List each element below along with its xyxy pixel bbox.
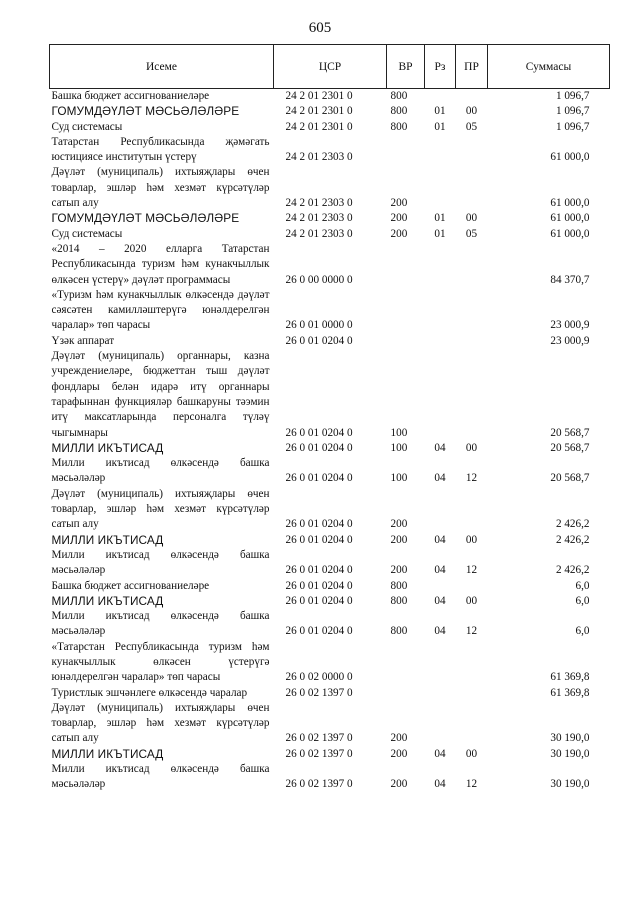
cell-sum: 30 190,0 — [550, 747, 590, 760]
cell-rz: 01 — [434, 227, 446, 240]
cell-name: Суд системасы — [51, 120, 123, 133]
cell-name: МИЛЛИ ИКЪТИСАД — [51, 440, 164, 455]
header-vr: ВР — [387, 45, 425, 89]
table-row — [50, 640, 610, 686]
cell-vr: 200 — [390, 212, 408, 225]
cell-rz: 01 — [434, 212, 446, 225]
table-row — [50, 441, 610, 456]
cell-rz: 04 — [434, 441, 446, 454]
cell-name: Дәүләт (муниципаль) ихтыяҗлары өчен товарлар, эшләр һәм хезмәт күрсәтүләр сатып алу — [51, 487, 270, 531]
cell-vr: 800 — [390, 594, 408, 607]
table-body — [50, 89, 610, 793]
cell-rz: 04 — [434, 747, 446, 760]
cell-csr: 26 0 01 0204 0 — [285, 426, 353, 439]
table-row — [50, 747, 610, 762]
cell-name: Суд системасы — [51, 227, 123, 240]
cell-pr — [456, 640, 488, 686]
cell-name: Дәүләт (муниципаль) ихтыяҗлары өчен товарлар, эшләр һәм хезмәт күрсәтүләр сатып алу — [51, 701, 270, 745]
cell-sum: 1 096,7 — [555, 90, 590, 102]
cell-name: МИЛЛИ ИКЪТИСАД — [51, 746, 164, 761]
cell-csr: 26 0 01 0204 0 — [285, 594, 353, 607]
cell-name: ГОМУМДӘҮЛӘТ МӘСЬӘЛӘЛӘРЕ — [51, 211, 240, 226]
cell-name: Дәүләт (муниципаль) ихтыяҗлары өчен товарлар, эшләр һәм хезмәт күрсәтүләр сатып алу — [51, 166, 270, 210]
header-name: Исеме — [50, 45, 274, 89]
cell-vr: 800 — [390, 120, 408, 133]
cell-sum: 84 370,7 — [550, 273, 590, 286]
cell-pr — [456, 334, 488, 349]
cell-vr: 800 — [390, 90, 408, 102]
cell-pr: 12 — [465, 564, 478, 577]
cell-csr: 26 0 01 0204 0 — [285, 472, 353, 485]
cell-sum: 23 000,9 — [550, 334, 590, 347]
cell-csr: 24 2 01 2301 0 — [285, 105, 353, 118]
cell-vr: 800 — [390, 105, 408, 118]
cell-name: Туристлык эшчәнлеге өлкәсендә чаралар — [51, 686, 248, 699]
cell-vr: 100 — [390, 441, 408, 454]
cell-rz: 04 — [434, 778, 446, 791]
cell-pr: 00 — [465, 441, 478, 454]
table-row — [50, 242, 610, 288]
cell-rz: 04 — [434, 533, 446, 546]
cell-vr — [387, 288, 425, 334]
table-row — [50, 579, 610, 594]
header-sum: Суммасы — [488, 45, 610, 89]
cell-name: Милли икътисад өлкәсендә башка мәсьәләләр — [51, 763, 270, 791]
cell-name: Башка бюджет ассигнованиеләре — [51, 579, 210, 592]
table-row — [50, 701, 610, 747]
cell-sum: 2 426,2 — [555, 533, 590, 546]
cell-rz — [425, 686, 456, 701]
cell-rz — [425, 701, 456, 747]
cell-name: «Туризм һәм кунакчыллык өлкәсендә дәүләт сәясәтен камилләштерүгә юнәлдерелгән чаралар» төп чарасы — [51, 288, 270, 332]
cell-rz: 04 — [434, 594, 446, 607]
cell-csr: 26 0 01 0000 0 — [285, 319, 353, 332]
cell-sum: 1 096,7 — [555, 120, 590, 133]
cell-name: «2014 – 2020 елларга Татарстан Республикасында туризм һәм кунакчыллык өлкәсен үстерү» дәүләт программасы — [51, 242, 270, 286]
cell-sum: 20 568,7 — [550, 441, 590, 454]
cell-pr — [456, 349, 488, 441]
cell-pr: 05 — [465, 120, 478, 133]
cell-vr: 200 — [390, 732, 408, 745]
cell-rz — [425, 288, 456, 334]
cell-vr — [387, 334, 425, 349]
cell-csr: 26 0 01 0204 0 — [285, 518, 353, 531]
cell-pr: 00 — [465, 105, 478, 118]
cell-sum: 20 568,7 — [550, 472, 590, 485]
table-row — [50, 334, 610, 349]
cell-sum: 61 369,8 — [550, 671, 590, 684]
cell-vr: 200 — [390, 197, 408, 210]
cell-pr — [456, 165, 488, 211]
cell-name: МИЛЛИ ИКЪТИСАД — [51, 593, 164, 608]
cell-csr: 24 2 01 2301 0 — [285, 120, 353, 133]
table-row — [50, 104, 610, 119]
table-row — [50, 456, 610, 487]
cell-sum: 6,0 — [575, 579, 590, 592]
page-number: 605 — [308, 20, 332, 36]
cell-csr: 26 0 01 0204 0 — [285, 625, 353, 638]
cell-csr: 26 0 01 0204 0 — [285, 564, 353, 577]
cell-name: «Татарстан Республикасында туризм һәм кунакчыллык өлкәсен үстерүгә юнәлдерелгән чаралар» төп чарасы — [51, 640, 270, 684]
cell-sum: 30 190,0 — [550, 732, 590, 745]
table-header — [50, 45, 610, 89]
header-rz: Рз — [425, 45, 456, 89]
cell-name: ГОМУМДӘҮЛӘТ МӘСЬӘЛӘЛӘРЕ — [51, 104, 240, 119]
cell-sum: 61 000,0 — [550, 151, 590, 164]
cell-vr: 200 — [390, 533, 408, 546]
cell-vr: 800 — [390, 579, 408, 592]
cell-csr: 26 0 01 0204 0 — [285, 441, 353, 454]
budget-table — [49, 44, 610, 793]
cell-pr — [456, 686, 488, 701]
cell-name: Татарстан Республикасында җәмәгать юстициясе институтын үстерү — [51, 135, 270, 164]
cell-rz: 01 — [434, 105, 446, 118]
cell-csr: 26 0 02 0000 0 — [285, 671, 353, 684]
cell-rz — [425, 579, 456, 594]
cell-sum: 61 000,0 — [550, 227, 590, 240]
cell-pr: 12 — [465, 472, 478, 485]
table-row — [50, 609, 610, 640]
table-row — [50, 487, 610, 533]
cell-sum: 61 369,8 — [550, 686, 590, 699]
cell-csr: 26 0 00 0000 0 — [285, 273, 353, 286]
cell-sum: 6,0 — [575, 625, 590, 638]
cell-rz — [425, 242, 456, 288]
cell-vr — [387, 640, 425, 686]
table-row — [50, 349, 610, 441]
cell-pr — [456, 89, 488, 105]
table-row — [50, 533, 610, 548]
cell-csr: 26 0 02 1397 0 — [285, 686, 353, 699]
cell-csr: 26 0 01 0204 0 — [285, 579, 353, 592]
cell-pr: 12 — [465, 778, 478, 791]
cell-sum: 20 568,7 — [550, 426, 590, 439]
cell-vr: 200 — [390, 778, 408, 791]
cell-pr — [456, 701, 488, 747]
cell-name: Үзәк аппарат — [51, 334, 115, 347]
cell-pr — [456, 288, 488, 334]
cell-rz — [425, 487, 456, 533]
table-row — [50, 762, 610, 793]
cell-vr: 100 — [390, 426, 408, 439]
cell-name: МИЛЛИ ИКЪТИСАД — [51, 532, 164, 547]
cell-rz — [425, 135, 456, 166]
cell-csr: 26 0 02 1397 0 — [285, 778, 353, 791]
cell-sum: 61 000,0 — [550, 197, 590, 210]
cell-vr: 100 — [390, 472, 408, 485]
table-row — [50, 165, 610, 211]
cell-pr — [456, 487, 488, 533]
cell-sum: 6,0 — [575, 594, 590, 607]
table-row — [50, 89, 610, 105]
cell-sum: 30 190,0 — [550, 778, 590, 791]
cell-pr: 00 — [465, 594, 478, 607]
cell-vr — [387, 242, 425, 288]
cell-rz — [425, 640, 456, 686]
cell-rz: 04 — [434, 472, 446, 485]
table-row — [50, 594, 610, 609]
cell-csr: 24 2 01 2303 0 — [285, 212, 353, 225]
header-pr: ПР — [456, 45, 488, 89]
cell-pr — [456, 242, 488, 288]
table-row — [50, 211, 610, 226]
cell-pr: 00 — [465, 212, 478, 225]
cell-pr: 00 — [465, 747, 478, 760]
cell-rz: 04 — [434, 564, 446, 577]
cell-vr: 200 — [390, 747, 408, 760]
cell-csr: 26 0 01 0204 0 — [285, 533, 353, 546]
cell-csr: 26 0 01 0204 0 — [285, 334, 353, 347]
cell-vr: 200 — [390, 518, 408, 531]
cell-sum: 2 426,2 — [555, 518, 590, 531]
table-row — [50, 120, 610, 135]
cell-rz — [425, 89, 456, 105]
cell-vr — [387, 686, 425, 701]
cell-csr: 26 0 02 1397 0 — [285, 732, 353, 745]
cell-sum: 2 426,2 — [555, 564, 590, 577]
cell-name: Милли икътисад өлкәсендә башка мәсьәләләр — [51, 610, 270, 638]
cell-name: Милли икътисад өлкәсендә башка мәсьәләләр — [51, 457, 270, 485]
cell-name: Дәүләт (муниципаль) органнары, казна учреждениеләре, бюджеттан тыш дәүләт фондлары белән идарә итү органнары тарафыннан функцияләр башкаруны тәэмин итү максатларында персоналга түләү чыгымнары — [51, 350, 270, 439]
table-row — [50, 548, 610, 579]
cell-pr: 05 — [465, 227, 478, 240]
cell-rz: 01 — [434, 120, 446, 133]
cell-rz — [425, 334, 456, 349]
cell-sum: 1 096,7 — [555, 105, 590, 118]
cell-rz — [425, 165, 456, 211]
cell-csr: 24 2 01 2303 0 — [285, 151, 353, 164]
cell-sum: 61 000,0 — [550, 212, 590, 225]
cell-sum: 23 000,9 — [550, 319, 590, 332]
cell-name: Башка бюджет ассигнованиеләре — [51, 90, 210, 102]
cell-pr: 00 — [465, 533, 478, 546]
cell-vr: 200 — [390, 227, 408, 240]
cell-vr — [387, 135, 425, 166]
cell-pr — [456, 579, 488, 594]
header-csr: ЦСР — [274, 45, 387, 89]
table-row — [50, 686, 610, 701]
cell-rz — [425, 349, 456, 441]
cell-pr: 12 — [465, 625, 478, 638]
cell-csr: 26 0 02 1397 0 — [285, 747, 353, 760]
cell-pr — [456, 135, 488, 166]
cell-rz: 04 — [434, 625, 446, 638]
table-row — [50, 135, 610, 166]
cell-vr: 800 — [390, 625, 408, 638]
cell-csr: 24 2 01 2303 0 — [285, 197, 353, 210]
cell-name: Милли икътисад өлкәсендә башка мәсьәләләр — [51, 548, 270, 577]
cell-csr: 24 2 01 2303 0 — [285, 227, 353, 240]
cell-csr: 24 2 01 2301 0 — [285, 90, 353, 102]
table-row — [50, 288, 610, 334]
table-row — [50, 227, 610, 242]
cell-vr: 200 — [390, 564, 408, 577]
